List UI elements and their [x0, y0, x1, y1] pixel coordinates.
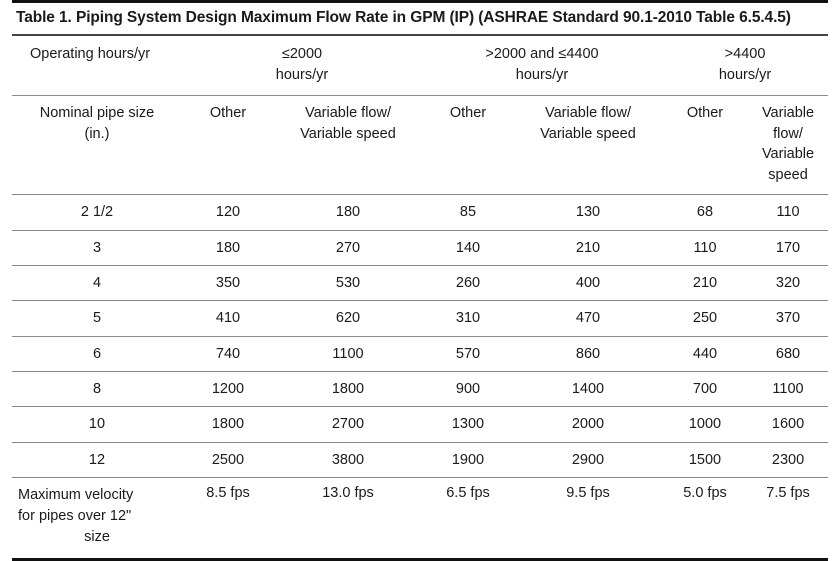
cell-value: 700: [692, 380, 718, 397]
table-row: [12, 230, 828, 265]
cell-value: 260: [455, 275, 481, 292]
nominal-pipe-size-header: [12, 96, 182, 195]
cell-value: 1000: [688, 416, 722, 433]
cell-size: 8: [92, 380, 102, 397]
cell-value: 1800: [211, 416, 245, 433]
cell-value: 740: [215, 345, 241, 362]
col-header-variable-3: [748, 96, 828, 195]
velocity-value: 7.5 fps: [766, 484, 810, 501]
cell-value: 85: [459, 204, 477, 221]
maximum-velocity-label-line1: Maximum velocity: [18, 486, 134, 503]
sub-header-row: [12, 96, 828, 195]
cell-value: 1100: [332, 345, 364, 362]
cell-size: 10: [88, 416, 106, 433]
velocity-value: 8.5 fps: [206, 484, 250, 501]
cell-value: 1500: [688, 451, 722, 468]
col-header-variable-1: [274, 96, 422, 195]
maximum-velocity-label-line3: size: [84, 528, 110, 545]
cell-value: 410: [215, 310, 241, 327]
operating-hours-label: Operating hours/yr: [30, 46, 151, 62]
maximum-velocity-row: [12, 477, 828, 559]
cell-value: 860: [575, 345, 601, 362]
cell-size: 2 1/2: [80, 204, 114, 221]
cell-value: 140: [455, 239, 481, 256]
cell-value: 1200: [211, 380, 245, 397]
cell-value: 180: [215, 239, 241, 256]
table-row: [12, 371, 828, 406]
cell-value: 530: [335, 275, 361, 292]
nominal-pipe-size-line1: Nominal pipe size: [39, 105, 155, 122]
col-header-variable-2-line1: Variable flow/: [545, 105, 631, 122]
cell-size: 12: [88, 451, 106, 468]
col-header-variable-2-line2: Variable speed: [540, 125, 636, 142]
table-row: [12, 301, 828, 336]
group-2000-4400-line2: hours/yr: [515, 66, 569, 83]
cell-value: 110: [776, 204, 800, 221]
velocity-value: 6.5 fps: [446, 484, 490, 501]
velocity-value: 9.5 fps: [566, 484, 610, 501]
group-header-gt4400: [662, 35, 828, 96]
cell-value: 370: [775, 310, 801, 327]
group-2000-4400-line1: >2000 and ≤4400: [485, 46, 599, 62]
table-row: [12, 442, 828, 477]
cell-value: 1400: [571, 380, 605, 397]
col-header-other-2-line1: Other: [449, 105, 487, 122]
cell-value: 440: [692, 345, 718, 362]
cell-value: 110: [693, 239, 717, 256]
cell-value: 900: [455, 380, 481, 397]
cell-value: 320: [775, 275, 801, 292]
cell-value: 120: [215, 204, 241, 221]
nominal-pipe-size-line2: (in.): [84, 125, 110, 142]
col-header-variable-2: [514, 96, 662, 195]
cell-value: 2900: [571, 451, 605, 468]
col-header-other-1-line1: Other: [209, 105, 247, 122]
cell-value: 3800: [331, 451, 365, 468]
group-header-le2000: [182, 35, 422, 96]
cell-value: 270: [335, 239, 361, 256]
col-header-other-2: [422, 96, 514, 195]
cell-size: 5: [92, 310, 102, 327]
table-row: [12, 407, 828, 442]
col-header-variable-1-line1: Variable flow/: [305, 105, 391, 122]
group-gt4400-line1: >4400: [724, 46, 766, 62]
group-gt4400-line2: hours/yr: [718, 66, 772, 83]
group-header-2000-4400: [422, 35, 662, 96]
group-header-row: [12, 35, 828, 96]
table-title-row: [12, 2, 828, 36]
cell-value: 68: [696, 204, 714, 221]
cell-value: 310: [455, 310, 481, 327]
cell-value: 2300: [771, 451, 805, 468]
group-le2000-line2: hours/yr: [275, 66, 329, 83]
cell-value: 170: [775, 239, 801, 256]
maximum-velocity-label: [12, 477, 182, 559]
cell-value: 130: [575, 204, 601, 221]
col-header-variable-1-line2: Variable speed: [300, 125, 396, 142]
cell-value: 400: [575, 275, 601, 292]
cell-size: 6: [92, 345, 102, 362]
cell-value: 1100: [772, 380, 804, 397]
cell-value: 620: [335, 310, 361, 327]
cell-value: 1800: [331, 380, 365, 397]
cell-value: 210: [692, 275, 718, 292]
cell-size: 3: [92, 239, 102, 256]
cell-value: 210: [575, 239, 601, 256]
cell-value: 1900: [451, 451, 485, 468]
cell-value: 2500: [211, 451, 245, 468]
col-header-variable-3-line2: Variable speed: [761, 146, 815, 183]
col-header-other-1: [182, 96, 274, 195]
cell-value: 570: [455, 345, 481, 362]
cell-value: 470: [575, 310, 601, 327]
group-le2000-line1: ≤2000: [281, 46, 323, 62]
cell-size: 4: [92, 275, 102, 292]
cell-value: 350: [215, 275, 241, 292]
cell-value: 250: [692, 310, 718, 327]
cell-value: 2000: [571, 416, 605, 433]
cell-value: 1300: [451, 416, 485, 433]
cell-value: 1600: [771, 416, 805, 433]
piping-flow-rate-table: [12, 0, 828, 561]
table-row: [12, 195, 828, 230]
velocity-value: 5.0 fps: [683, 484, 727, 501]
table-row: [12, 266, 828, 301]
velocity-value: 13.0 fps: [322, 484, 374, 501]
col-header-other-3-line1: Other: [686, 105, 724, 122]
cell-value: 680: [775, 345, 801, 362]
col-header-other-3: [662, 96, 748, 195]
table-row: [12, 336, 828, 371]
col-header-variable-3-line1: Variable flow/: [761, 105, 815, 142]
maximum-velocity-label-line2: for pipes over 12": [18, 507, 132, 524]
table-title: Table 1. Piping System Design Maximum Flow Rate in GPM (IP) (ASHRAE Standard 90.1-2010 Table 6.5.4.5): [16, 9, 791, 26]
cell-value: 2700: [331, 416, 365, 433]
cell-value: 180: [335, 204, 361, 221]
